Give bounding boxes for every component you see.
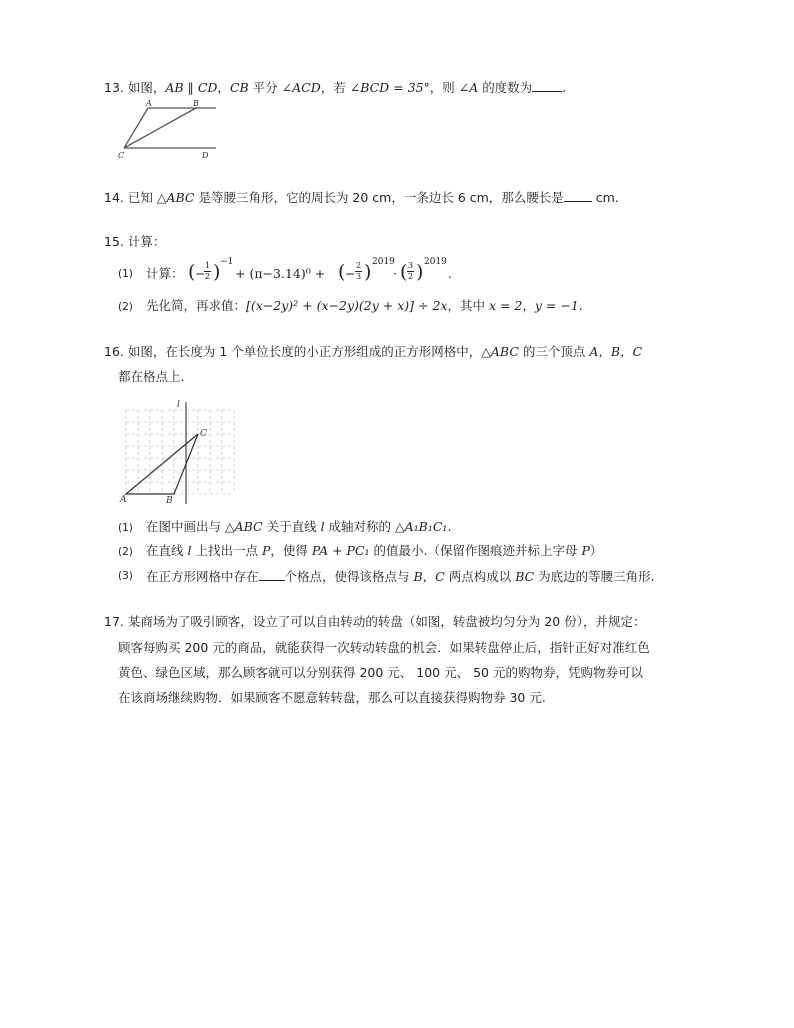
math-cb: CB: [229, 80, 249, 95]
label-l: l: [177, 400, 180, 410]
q13-figure: [116, 100, 224, 162]
q13-text: 的度数为: [478, 80, 533, 95]
answer-blank[interactable]: [564, 190, 592, 202]
math-point-p: P: [581, 543, 590, 558]
exponent-2019: 2019: [372, 257, 395, 267]
math-triangle-a1b1c1: △A₁B₁C₁: [395, 519, 448, 534]
exponent-2019: 2019: [424, 257, 447, 267]
paren-left: (: [400, 261, 408, 283]
label-a: A: [120, 495, 127, 504]
question-number: 17.: [104, 614, 124, 629]
answer-blank[interactable]: [532, 80, 562, 92]
line-cb: [124, 108, 196, 148]
q16-text: 的三个顶点: [518, 344, 590, 359]
frac1-denominator: 2: [205, 272, 211, 281]
q14-text: 已知: [127, 190, 157, 205]
math-expression: PA + PC₁: [311, 543, 370, 558]
math-triangle: △ABC: [156, 190, 195, 205]
frac1-sign: −: [195, 266, 206, 281]
q17-text: 某商场为了吸引顾客，设立了可以自由转动的转盘（如图，转盘被均匀分为 20 份），并规定：: [127, 614, 646, 629]
q16-text: 在图中画出与: [146, 519, 225, 534]
q15-part1: [146, 268, 184, 281]
period: .: [447, 519, 452, 534]
math-line-l: l: [320, 519, 325, 534]
q16-text: 的值最小.（保留作图痕迹并标上字母: [369, 543, 582, 558]
q15-title: 计算：: [127, 234, 166, 249]
question-16-line2: 都在格点上.: [118, 369, 185, 384]
math-points: A，B，C: [589, 344, 643, 359]
q16-part2: [146, 545, 602, 558]
q16-part1: [146, 521, 451, 534]
question-number: 14.: [104, 190, 124, 205]
q13-text: 平分: [248, 80, 282, 95]
question-17-line4: 在该商场继续购物．如果顾客不愿意转转盘，那么可以直接获得购物券 30 元.: [118, 690, 546, 705]
subquestion-number: (1): [118, 522, 133, 534]
grid-lines: [126, 410, 234, 494]
question-13-line: [104, 80, 566, 95]
math-triangle: △ABC: [481, 344, 519, 359]
subquestion-number: (1): [118, 268, 133, 280]
frac2-denominator: 3: [356, 272, 362, 281]
q15-part2-text: ，其中: [447, 298, 489, 313]
period: .: [562, 80, 567, 95]
subquestion-number: (2): [118, 546, 133, 558]
frac2-sign: −: [345, 266, 356, 281]
label-d: D: [202, 151, 209, 160]
q16-text: ）: [589, 543, 603, 558]
q16-text: 在正方形网格中存在: [146, 569, 259, 584]
q16-text: 成轴对称的: [324, 519, 396, 534]
label-a: A: [146, 100, 152, 108]
q16-text: 如图，在长度为 1 个单位长度的小正方形组成的正方形网格中，: [127, 344, 482, 359]
paren-right: ): [364, 261, 372, 283]
question-number: 16.: [104, 344, 124, 359]
math-triangle: △ABC: [224, 519, 263, 534]
dot-operator: ·: [393, 266, 397, 281]
label-b: B: [166, 496, 173, 504]
math-angle-a: ∠A: [458, 80, 479, 95]
q16-grid-figure: [118, 396, 244, 504]
exponent-neg-one: −1: [220, 257, 234, 267]
paren-right: ): [213, 261, 221, 283]
label-b: B: [193, 100, 199, 108]
question-17-line3: 黄色、绿色区域，那么顾客就可以分别获得 200 元、 100 元、 50 元的购物券，凭购物券可以: [118, 665, 643, 680]
q15-part2-text: 先化简，再求值：: [146, 298, 247, 313]
question-17-line2: 顾客每购买 200 元的商品，就能获得一次转动转盘的机会．如果转盘停止后，指针正好对准红色: [118, 640, 650, 655]
label-c: C: [200, 429, 207, 439]
question-number: 13.: [104, 80, 124, 95]
question-14-line: [104, 190, 619, 205]
q13-text: 如图，: [127, 80, 166, 95]
expr-middle: + (π−3.14)⁰ +: [235, 266, 326, 281]
frac3-numerator: 3: [408, 261, 414, 270]
period: .: [448, 266, 452, 281]
q16-text: 为底边的等腰三角形.: [534, 569, 655, 584]
math-cd: CD: [197, 80, 218, 95]
frac1-numerator: 1: [205, 261, 211, 270]
paren-right: ): [416, 261, 424, 283]
math-ab: AB: [165, 80, 184, 95]
period: .: [578, 298, 583, 313]
parallel-symbol: ∥: [187, 80, 194, 95]
math-angle-bcd: ∠BCD = 35°: [349, 80, 430, 95]
q13-text: ，若: [320, 80, 350, 95]
frac2-numerator: 2: [356, 261, 362, 270]
q14-text: 是等腰三角形，它的周长为 20 cm，一条边长 6 cm，那么腰长是: [194, 190, 564, 205]
q15-part2: [146, 300, 583, 313]
math-points: B，C: [413, 569, 445, 584]
q16-text: 个格点，使得该格点与: [284, 569, 414, 584]
answer-blank[interactable]: [259, 569, 285, 581]
question-15-title: [104, 236, 165, 249]
math-values: x = 2，y = −1: [488, 298, 579, 313]
subquestion-number: (3): [118, 570, 133, 582]
question-number: 15.: [104, 234, 124, 249]
question-16-line1: [104, 346, 642, 359]
q16-text: 上找出一点: [191, 543, 262, 558]
q16-text: 两点构成以: [444, 569, 516, 584]
q16-text: 关于直线: [262, 519, 321, 534]
q13-text: ，则: [429, 80, 459, 95]
q16-part3: [146, 569, 655, 584]
math-point-p: P: [261, 543, 271, 558]
paren-left: (: [188, 261, 196, 283]
q15-part1-label: 计算：: [146, 266, 184, 281]
q14-unit: cm.: [591, 190, 619, 205]
frac3-denominator: 2: [408, 272, 414, 281]
math-expression: [(x−2y)² + (x−2y)(2y + x)] ÷ 2x: [246, 298, 448, 313]
math-line-l: l: [187, 543, 192, 558]
separator: ，: [217, 80, 230, 95]
math-angle-acd: ∠ACD: [281, 80, 321, 95]
subquestion-number: (2): [118, 301, 133, 313]
label-c: C: [118, 151, 125, 160]
question-17-line1: [104, 616, 645, 629]
math-segment-bc: BC: [515, 569, 535, 584]
q16-text: ，使得: [270, 543, 312, 558]
paren-left: (: [338, 261, 346, 283]
q16-text: 在直线: [146, 543, 188, 558]
